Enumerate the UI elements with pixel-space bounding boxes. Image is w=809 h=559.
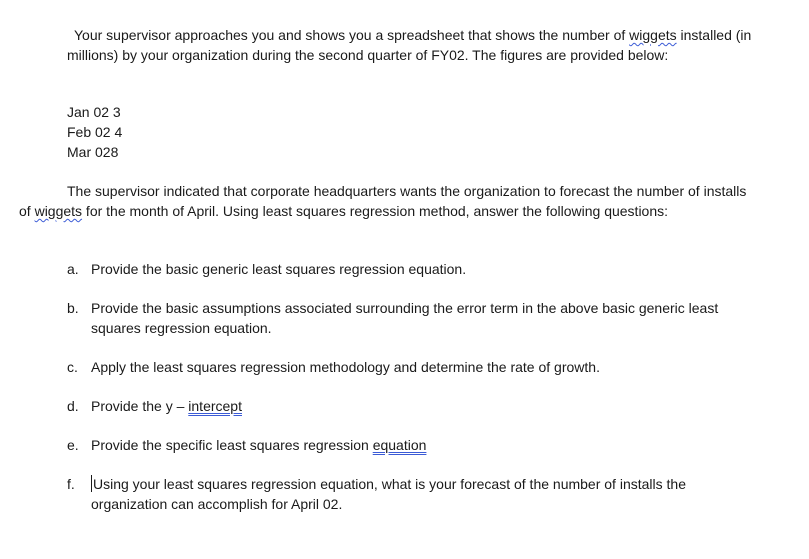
supervisor-text-start: The supervisor indicated that corporate headquarters wants the organization to forecast the number of installs of: [19, 183, 747, 219]
intro-text-end: installed (in millions) by your organization during the second quarter of FY02. The figures are provided below:: [67, 27, 752, 63]
intro-text-start: Your supervisor approaches you and shows you a spreadsheet that shows the number of: [74, 27, 630, 43]
question-a: [67, 259, 747, 279]
question-c: [67, 357, 747, 377]
question-text: Provide the y –: [91, 398, 189, 414]
question-f: [67, 474, 747, 514]
question-text: Using your least squares regression equation, what is your forecast of the number of installs the organization can accomplish for April 02.: [91, 476, 686, 512]
question-letter: e.: [67, 437, 79, 453]
question-letter: f.: [67, 476, 75, 492]
data-row-mar: Mar 028: [67, 144, 119, 160]
question-b: [67, 298, 747, 338]
supervisor-paragraph: [19, 181, 759, 221]
question-e: [67, 435, 747, 455]
question-text: Provide the basic generic least squares regression equation.: [91, 261, 467, 277]
grammar-flagged-word[interactable]: intercept: [188, 398, 242, 414]
intro-paragraph: [67, 25, 757, 65]
question-text: Provide the specific least squares regression: [91, 437, 373, 453]
grammar-flagged-word[interactable]: equation: [372, 437, 427, 453]
question-list: [67, 259, 747, 514]
supervisor-text-end: for the month of April. Using least squares regression method, answer the following questions:: [82, 203, 669, 219]
question-d: [67, 396, 747, 416]
question-letter: a.: [67, 261, 79, 277]
monthly-installs-list: [67, 102, 122, 162]
question-letter: c.: [67, 359, 78, 375]
data-row-jan: Jan 02 3: [67, 104, 121, 120]
text-cursor: [91, 475, 92, 492]
question-text: Apply the least squares regression methodology and determine the rate of growth.: [91, 359, 600, 375]
question-letter: b.: [67, 300, 79, 316]
spelling-flagged-word[interactable]: wiggets: [34, 203, 83, 219]
spelling-flagged-word[interactable]: wiggets: [629, 27, 677, 43]
question-text: Provide the basic assumptions associated surrounding the error term in the above basic generic least squares regression equation.: [91, 300, 719, 336]
data-row-feb: Feb 02 4: [67, 124, 123, 140]
question-letter: d.: [67, 398, 79, 414]
